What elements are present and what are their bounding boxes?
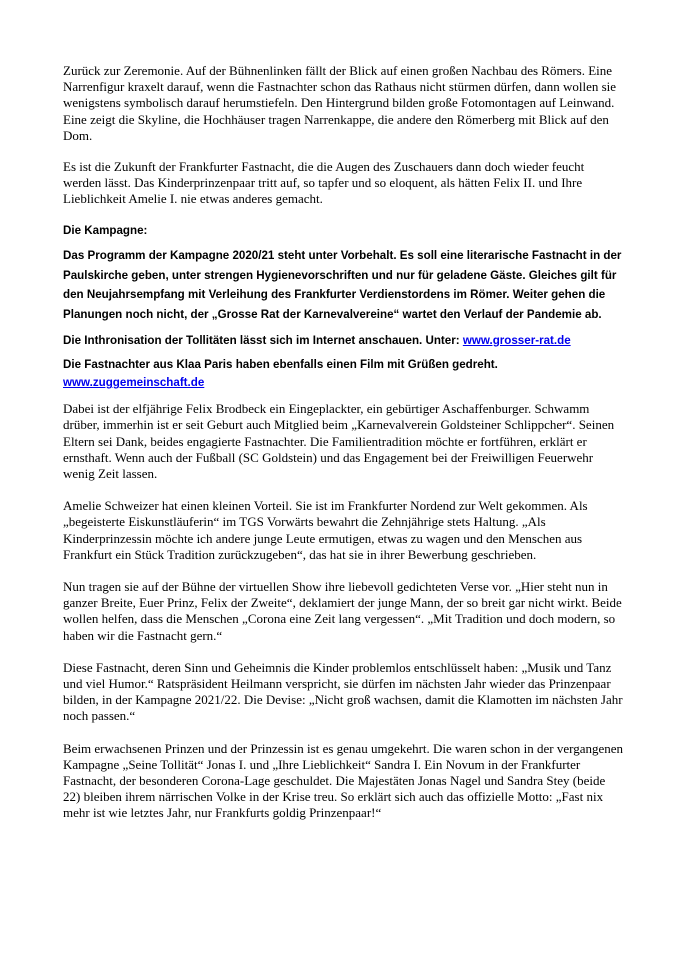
inthronisation-text: Die Inthronisation der Tollitäten lässt sich im Internet anschauen. Unter: — [63, 333, 463, 347]
klaa-paris-text: Die Fastnachter aus Klaa Paris haben ebenfalls einen Film mit Grüßen gedreht. — [63, 358, 498, 372]
paragraph-inthronisation — [63, 331, 625, 351]
paragraph-programm: Das Programm der Kampagne 2020/21 steht unter Vorbehalt. Es soll eine literarische Fastnacht in der Paulskirche geben, unter strengen Hygienevorschriften und nur für geladene Gäste. Gleiches gilt für den Neujahrsempfang mit Verleihung des Frankfurter Verdienstordens im Römer. Weiter gehen die Planungen noch nicht, der „Grosse Rat der Karnevalvereine“ wartet den Verlauf der Pandemie ab. — [63, 249, 622, 321]
paragraph-prinzenpaar: Beim erwachsenen Prinzen und der Prinzessin ist es genau umgekehrt. Die waren schon in der vergangenen Kampagne „Seine Tollität“ Jonas I. und „Ihre Lieblichkeit“ Sandra I. Ein Novum in der Frankfurter Fastnacht, der besonderen Corona-Lage geschuldet. Die Majestäten Jonas Nagel und Sandra Stey (beide 22) bleiben ihrem närrischen Volke in der Krise treu. So erklärt sich auch das offizielle Motto: „Fast nix mehr ist wie letztes Jahr, nur Frankfurts goldig Prinzenpaar!“ — [63, 740, 624, 821]
paragraph-amelie: Amelie Schweizer hat einen kleinen Vorteil. Sie ist im Frankfurter Nordend zur Welt gekommen. Als „begeisterte Eiskunstläuferin“ im TGS Vorwärts bewahrt die Zehnjährige stets Haltung. „Als Kinderprinzessin möchte ich andere junge Leute ermutigen, etwas zu wagen und den Menschen aus Frankfurt ein Stück Tradition zurückzugeben“, das hat sie in ihrer Bewerbung geschrieben. — [63, 498, 588, 562]
paragraph-klaa-paris — [63, 356, 625, 392]
paragraph-zukunft: Es ist die Zukunft der Frankfurter Fastnacht, die die Augen des Zuschauers dann doch wieder feucht werden lässt. Das Kinderprinzenpaar tritt auf, so tapfer und so eloquent, als hätten Felix II. und Ihre Lieblichkeit Amelie I. nie etwas anderes gemacht. — [63, 159, 585, 207]
paragraph-felix: Dabei ist der elfjährige Felix Brodbeck ein Eingeplackter, ein gebürtiger Aschaffenburger. Schwamm drüber, immerhin ist er seit Geburt auch Mitglied beim „Karnevalverein Goldsteiner Schlippcher“. Seinen Eltern sei Dank, beides engagierte Fastnachter. Die Familientradition möchte er fortführen, erklärt er ernsthaft. Wenn auch der Fußball (SC Goldstein) und das Engagement bei der Freiwilligen Feuerwehr wenig Zeit lassen. — [63, 401, 615, 481]
document-page — [63, 63, 625, 822]
paragraph-zeremonie: Zurück zur Zeremonie. Auf der Bühnenlinken fällt der Blick auf einen großen Nachbau des Römers. Eine Narrenfigur kraxelt darauf, wenn die Fastnachter schon das Rathaus nicht stürmen dürfen, dann wollen sie wenigstens symbolisch darauf herumstiefeln. Den Hintergrund bilden große Fotomontagen auf Leinwand. Eine zeigt die Skyline, die Hochhäuser tragen Narrenkappe, die andere den Römerberg mit Blick auf den Dom. — [63, 63, 617, 143]
paragraph-fastnacht-sinn: Diese Fastnacht, deren Sinn und Geheimnis die Kinder problemlos entschlüsselt haben: „Musik und Tanz und viel Humor.“ Ratspräsident Heilmann verspricht, sie dürfen im nächsten Jahr wieder das Prinzenpaar bilden, in der Kampagne 2021/22. Die Devise: „Nicht groß wachsen, damit die Klamotten im nächsten Jahr noch passen.“ — [63, 659, 623, 724]
heading-kampagne: Die Kampagne: — [63, 223, 148, 237]
zuggemeinschaft-link[interactable]: www.zuggemeinschaft.de — [63, 376, 205, 390]
grosser-rat-link[interactable]: www.grosser-rat.de — [462, 333, 571, 347]
paragraph-verse: Nun tragen sie auf der Bühne der virtuellen Show ihre liebevoll gedichteten Verse vor. „Hier steht nun in ganzer Breite, Euer Prinz, Felix der Zweite“, deklamiert der junge Mann, der so breit gar nicht wirkt. Beide wollen helfen, dass die Menschen „Corona eine Zeit lang vergessen“. „Mit Tradition und doch modern, so haben wir die Fastnacht gern.“ — [63, 579, 622, 643]
